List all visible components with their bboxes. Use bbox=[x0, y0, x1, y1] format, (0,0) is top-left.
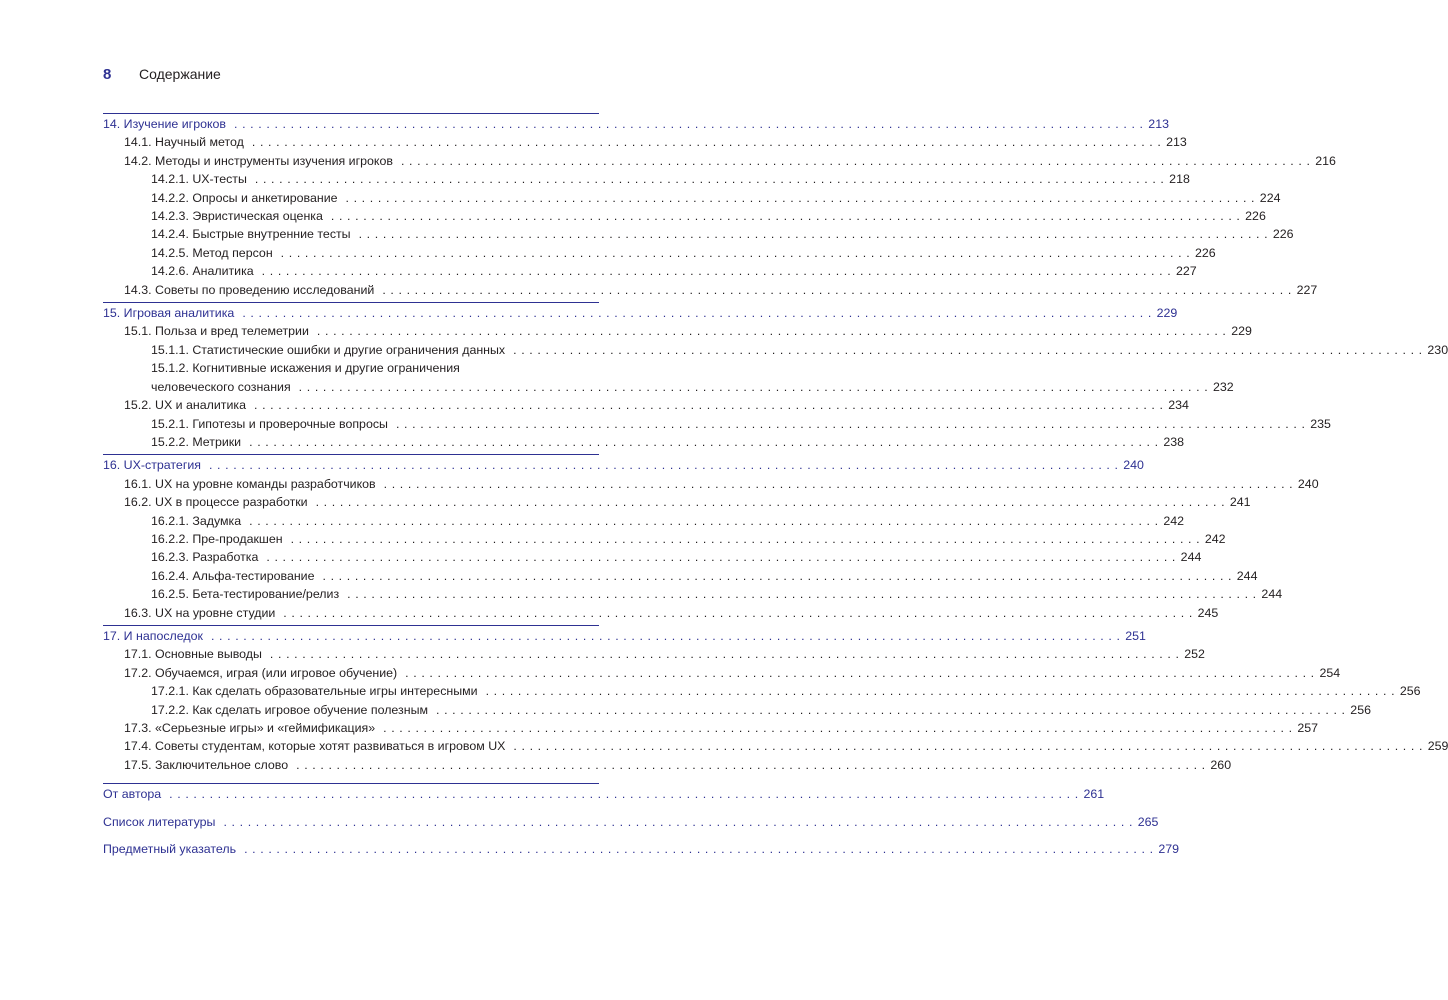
toc-entry-page: 227 bbox=[1296, 282, 1318, 297]
toc-entry-page: 226 bbox=[1245, 209, 1266, 224]
toc-entry-page: 256 bbox=[1350, 702, 1371, 717]
toc-entry-title: 14.2.5. Метод персон bbox=[151, 245, 273, 260]
toc-entry-page: 279 bbox=[1158, 842, 1180, 857]
dot-leader bbox=[323, 567, 1232, 585]
toc-entry-page: 241 bbox=[1229, 495, 1251, 510]
toc-entry[interactable] bbox=[103, 567, 1258, 585]
toc-entry-title: 14.3. Советы по проведению исследований bbox=[124, 282, 375, 297]
dot-leader bbox=[513, 341, 1422, 359]
toc-entry-title: 17.1. Основные выводы bbox=[124, 647, 262, 662]
section-title: Содержание bbox=[139, 66, 221, 82]
toc-entry[interactable] bbox=[103, 756, 1232, 774]
dot-leader bbox=[211, 627, 1120, 645]
toc-entry[interactable] bbox=[103, 604, 1219, 622]
dot-leader bbox=[244, 840, 1153, 858]
toc-entry[interactable] bbox=[103, 664, 1341, 682]
toc-entry[interactable] bbox=[103, 475, 1319, 493]
dot-leader bbox=[209, 456, 1118, 474]
toc-entry-title: От автора bbox=[103, 787, 162, 802]
dot-leader bbox=[396, 415, 1305, 433]
dot-leader bbox=[262, 262, 1171, 280]
dot-leader bbox=[169, 785, 1078, 803]
dot-leader bbox=[242, 304, 1151, 322]
toc-entry[interactable] bbox=[103, 645, 1205, 663]
toc-entry[interactable] bbox=[103, 512, 1185, 530]
toc-entry-page: 261 bbox=[1083, 787, 1105, 802]
toc-entry-title: 14.2.4. Быстрые внутренние тесты bbox=[151, 227, 351, 242]
toc-entry-title: 16.3. UX на уровне студии bbox=[124, 605, 276, 620]
dot-leader bbox=[436, 701, 1345, 719]
toc-entry-title: 15.2.2. Метрики bbox=[151, 434, 242, 449]
dot-leader bbox=[331, 207, 1240, 225]
toc-entry-title: 14.2. Методы и инструменты изучения игроков bbox=[124, 153, 393, 168]
dot-leader bbox=[359, 225, 1268, 243]
toc-entry-title: Предметный указатель bbox=[103, 842, 237, 857]
toc-entry-title: 17.4. Советы студентам, которые хотят развиваться в игровом UX bbox=[124, 739, 506, 754]
toc-entry[interactable] bbox=[103, 244, 1216, 262]
dot-leader bbox=[281, 244, 1190, 262]
dot-leader bbox=[266, 548, 1175, 566]
toc-entry-page: 226 bbox=[1272, 227, 1294, 242]
toc-entry-page: 218 bbox=[1169, 172, 1190, 187]
toc-entry[interactable] bbox=[103, 530, 1226, 548]
toc-entry[interactable] bbox=[103, 113, 1169, 133]
toc-entry[interactable] bbox=[103, 322, 1252, 340]
toc-entry-title: 17.2.1. Как сделать образовательные игры интересными bbox=[151, 684, 478, 699]
toc-entry-page: 252 bbox=[1184, 647, 1205, 662]
toc-entry[interactable] bbox=[103, 341, 1448, 359]
toc-entry-title: 17.5. Заключительное слово bbox=[124, 757, 289, 772]
toc-entry-title: 15. Игровая аналитика bbox=[103, 306, 235, 321]
toc-entry-title: 16.2.5. Бета-тестирование/релиз bbox=[151, 587, 340, 602]
dot-leader bbox=[299, 378, 1208, 396]
dot-leader bbox=[316, 493, 1225, 511]
dot-leader bbox=[405, 664, 1314, 682]
toc-entry-title: 14. Изучение игроков bbox=[103, 117, 227, 131]
toc-entry-title: 16.2. UX в процессе разработки bbox=[124, 495, 308, 510]
dot-leader bbox=[384, 475, 1293, 493]
toc-entry-title: человеческого сознания bbox=[151, 379, 291, 394]
toc-entry-page: 259 bbox=[1427, 739, 1448, 754]
toc-entry-title: 14.1. Научный метод bbox=[124, 135, 244, 150]
toc-entry[interactable] bbox=[103, 840, 1180, 858]
toc-entry-page: 244 bbox=[1261, 587, 1283, 602]
toc-entry-page: 229 bbox=[1231, 324, 1252, 339]
toc-entry-title: 16.1. UX на уровне команды разработчиков bbox=[124, 476, 376, 491]
dot-leader bbox=[346, 189, 1255, 207]
toc-entry[interactable] bbox=[103, 415, 1331, 433]
toc-entry[interactable] bbox=[103, 737, 1448, 755]
toc-entry[interactable] bbox=[103, 682, 1421, 700]
dot-leader bbox=[347, 585, 1256, 603]
toc-entry-page: 230 bbox=[1427, 342, 1448, 357]
dot-leader bbox=[252, 133, 1161, 151]
toc-entry-title: Список литературы bbox=[103, 814, 216, 829]
toc-entry[interactable] bbox=[103, 396, 1189, 414]
toc-entry-title: 17.3. «Серьезные игры» и «геймификация» bbox=[124, 721, 376, 735]
toc-entry-title: 15.2. UX и аналитика bbox=[124, 398, 246, 413]
toc-entry-page: 238 bbox=[1163, 434, 1185, 449]
toc-entry-title: 17. И напоследок bbox=[103, 628, 203, 643]
toc-entry-title: 17.2. Обучаемся, играя (или игровое обучение) bbox=[124, 665, 398, 680]
toc-entry-title: 16.2.4. Альфа-тестирование bbox=[151, 568, 315, 583]
dot-leader bbox=[296, 756, 1205, 774]
table-of-contents bbox=[103, 110, 1448, 858]
toc-entry[interactable] bbox=[103, 783, 1105, 803]
toc-entry-title: 16.2.2. Пре-продакшен bbox=[151, 531, 283, 546]
toc-entry-title: 14.2.3. Эвристическая оценка bbox=[151, 209, 323, 224]
toc-entry-page: 257 bbox=[1297, 721, 1319, 735]
toc-entry-page: 234 bbox=[1168, 398, 1189, 413]
page-number: 8 bbox=[103, 66, 112, 83]
toc-entry-page: 213 bbox=[1148, 117, 1169, 131]
toc-entry-title: 15.1. Польза и вред телеметрии bbox=[124, 324, 309, 339]
dot-leader bbox=[401, 152, 1310, 170]
page-header bbox=[103, 66, 221, 86]
toc-entry[interactable] bbox=[103, 262, 1197, 280]
dot-leader bbox=[270, 645, 1179, 663]
toc-entry[interactable] bbox=[103, 719, 1319, 737]
toc-entry[interactable] bbox=[103, 207, 1266, 225]
dot-leader bbox=[223, 813, 1132, 831]
toc-entry[interactable] bbox=[103, 359, 599, 377]
toc-entry[interactable] bbox=[103, 433, 1185, 451]
toc-entry-title: 17.2.2. Как сделать игровое обучение полезным bbox=[151, 702, 429, 717]
toc-entry-title: 15.1.1. Статистические ошибки и другие ограничения данных bbox=[151, 342, 506, 357]
dot-leader bbox=[513, 737, 1422, 755]
toc-entry-page: 244 bbox=[1180, 550, 1202, 565]
toc-entry-title: 14.2.6. Аналитика bbox=[151, 264, 254, 279]
toc-entry-page: 245 bbox=[1197, 605, 1219, 620]
toc-entry-page: 229 bbox=[1156, 306, 1178, 321]
toc-entry-page: 240 bbox=[1297, 476, 1319, 491]
toc-entry-title: 16. UX-стратегия bbox=[103, 458, 201, 473]
toc-entry-page: 242 bbox=[1163, 513, 1185, 528]
toc-entry-title: 16.2.3. Разработка bbox=[151, 550, 259, 565]
dot-leader bbox=[283, 604, 1192, 622]
dot-leader bbox=[382, 281, 1291, 299]
toc-entry-page: 224 bbox=[1259, 190, 1281, 205]
toc-entry-title: 15.1.2. Когнитивные искажения и другие ограничения bbox=[151, 361, 460, 376]
toc-entry-page: 244 bbox=[1236, 568, 1258, 583]
toc-entry-page: 213 bbox=[1166, 135, 1187, 150]
toc-entry[interactable] bbox=[103, 225, 1294, 243]
dot-leader bbox=[317, 322, 1226, 340]
dot-leader bbox=[254, 396, 1163, 414]
toc-entry[interactable] bbox=[103, 170, 1190, 188]
dot-leader bbox=[291, 530, 1200, 548]
toc-entry[interactable] bbox=[103, 281, 1318, 299]
dot-leader bbox=[255, 170, 1164, 188]
toc-entry-title: 16.2.1. Задумка bbox=[151, 513, 242, 528]
toc-entry-page: 226 bbox=[1194, 245, 1216, 260]
dot-leader bbox=[383, 719, 1292, 737]
toc-entry-page: 254 bbox=[1319, 665, 1341, 680]
toc-entry[interactable] bbox=[103, 701, 1371, 719]
toc-entry[interactable] bbox=[103, 585, 1283, 603]
toc-entry-page: 216 bbox=[1315, 153, 1336, 168]
toc-entry-page: 260 bbox=[1210, 757, 1232, 772]
toc-entry-page: 232 bbox=[1212, 379, 1234, 394]
toc-entry[interactable] bbox=[103, 493, 1251, 511]
toc-entry[interactable] bbox=[103, 454, 1144, 474]
toc-entry-page: 256 bbox=[1399, 684, 1421, 699]
toc-entry[interactable] bbox=[103, 625, 1146, 645]
dot-leader bbox=[249, 433, 1158, 451]
toc-entry[interactable] bbox=[103, 548, 1202, 566]
toc-entry[interactable] bbox=[103, 152, 1336, 170]
toc-entry-page: 240 bbox=[1123, 458, 1144, 473]
toc-entry[interactable] bbox=[103, 378, 1234, 396]
toc-entry[interactable] bbox=[103, 133, 1187, 151]
toc-entry[interactable] bbox=[103, 813, 1159, 831]
toc-entry-page: 251 bbox=[1125, 628, 1146, 643]
toc-entry[interactable] bbox=[103, 302, 1178, 322]
toc-entry-page: 235 bbox=[1310, 416, 1331, 431]
toc-entry-title: 14.2.2. Опросы и анкетирование bbox=[151, 190, 338, 205]
toc-entry-page: 227 bbox=[1175, 264, 1197, 279]
dot-leader bbox=[486, 682, 1395, 700]
dot-leader bbox=[249, 512, 1158, 530]
dot-leader bbox=[234, 115, 1143, 133]
toc-entry[interactable] bbox=[103, 189, 1281, 207]
toc-entry-title: 15.2.1. Гипотезы и проверочные вопросы bbox=[151, 416, 388, 431]
toc-entry-page: 242 bbox=[1204, 531, 1226, 546]
toc-entry-page: 265 bbox=[1137, 814, 1159, 829]
toc-entry-title: 14.2.1. UX-тесты bbox=[151, 172, 247, 187]
